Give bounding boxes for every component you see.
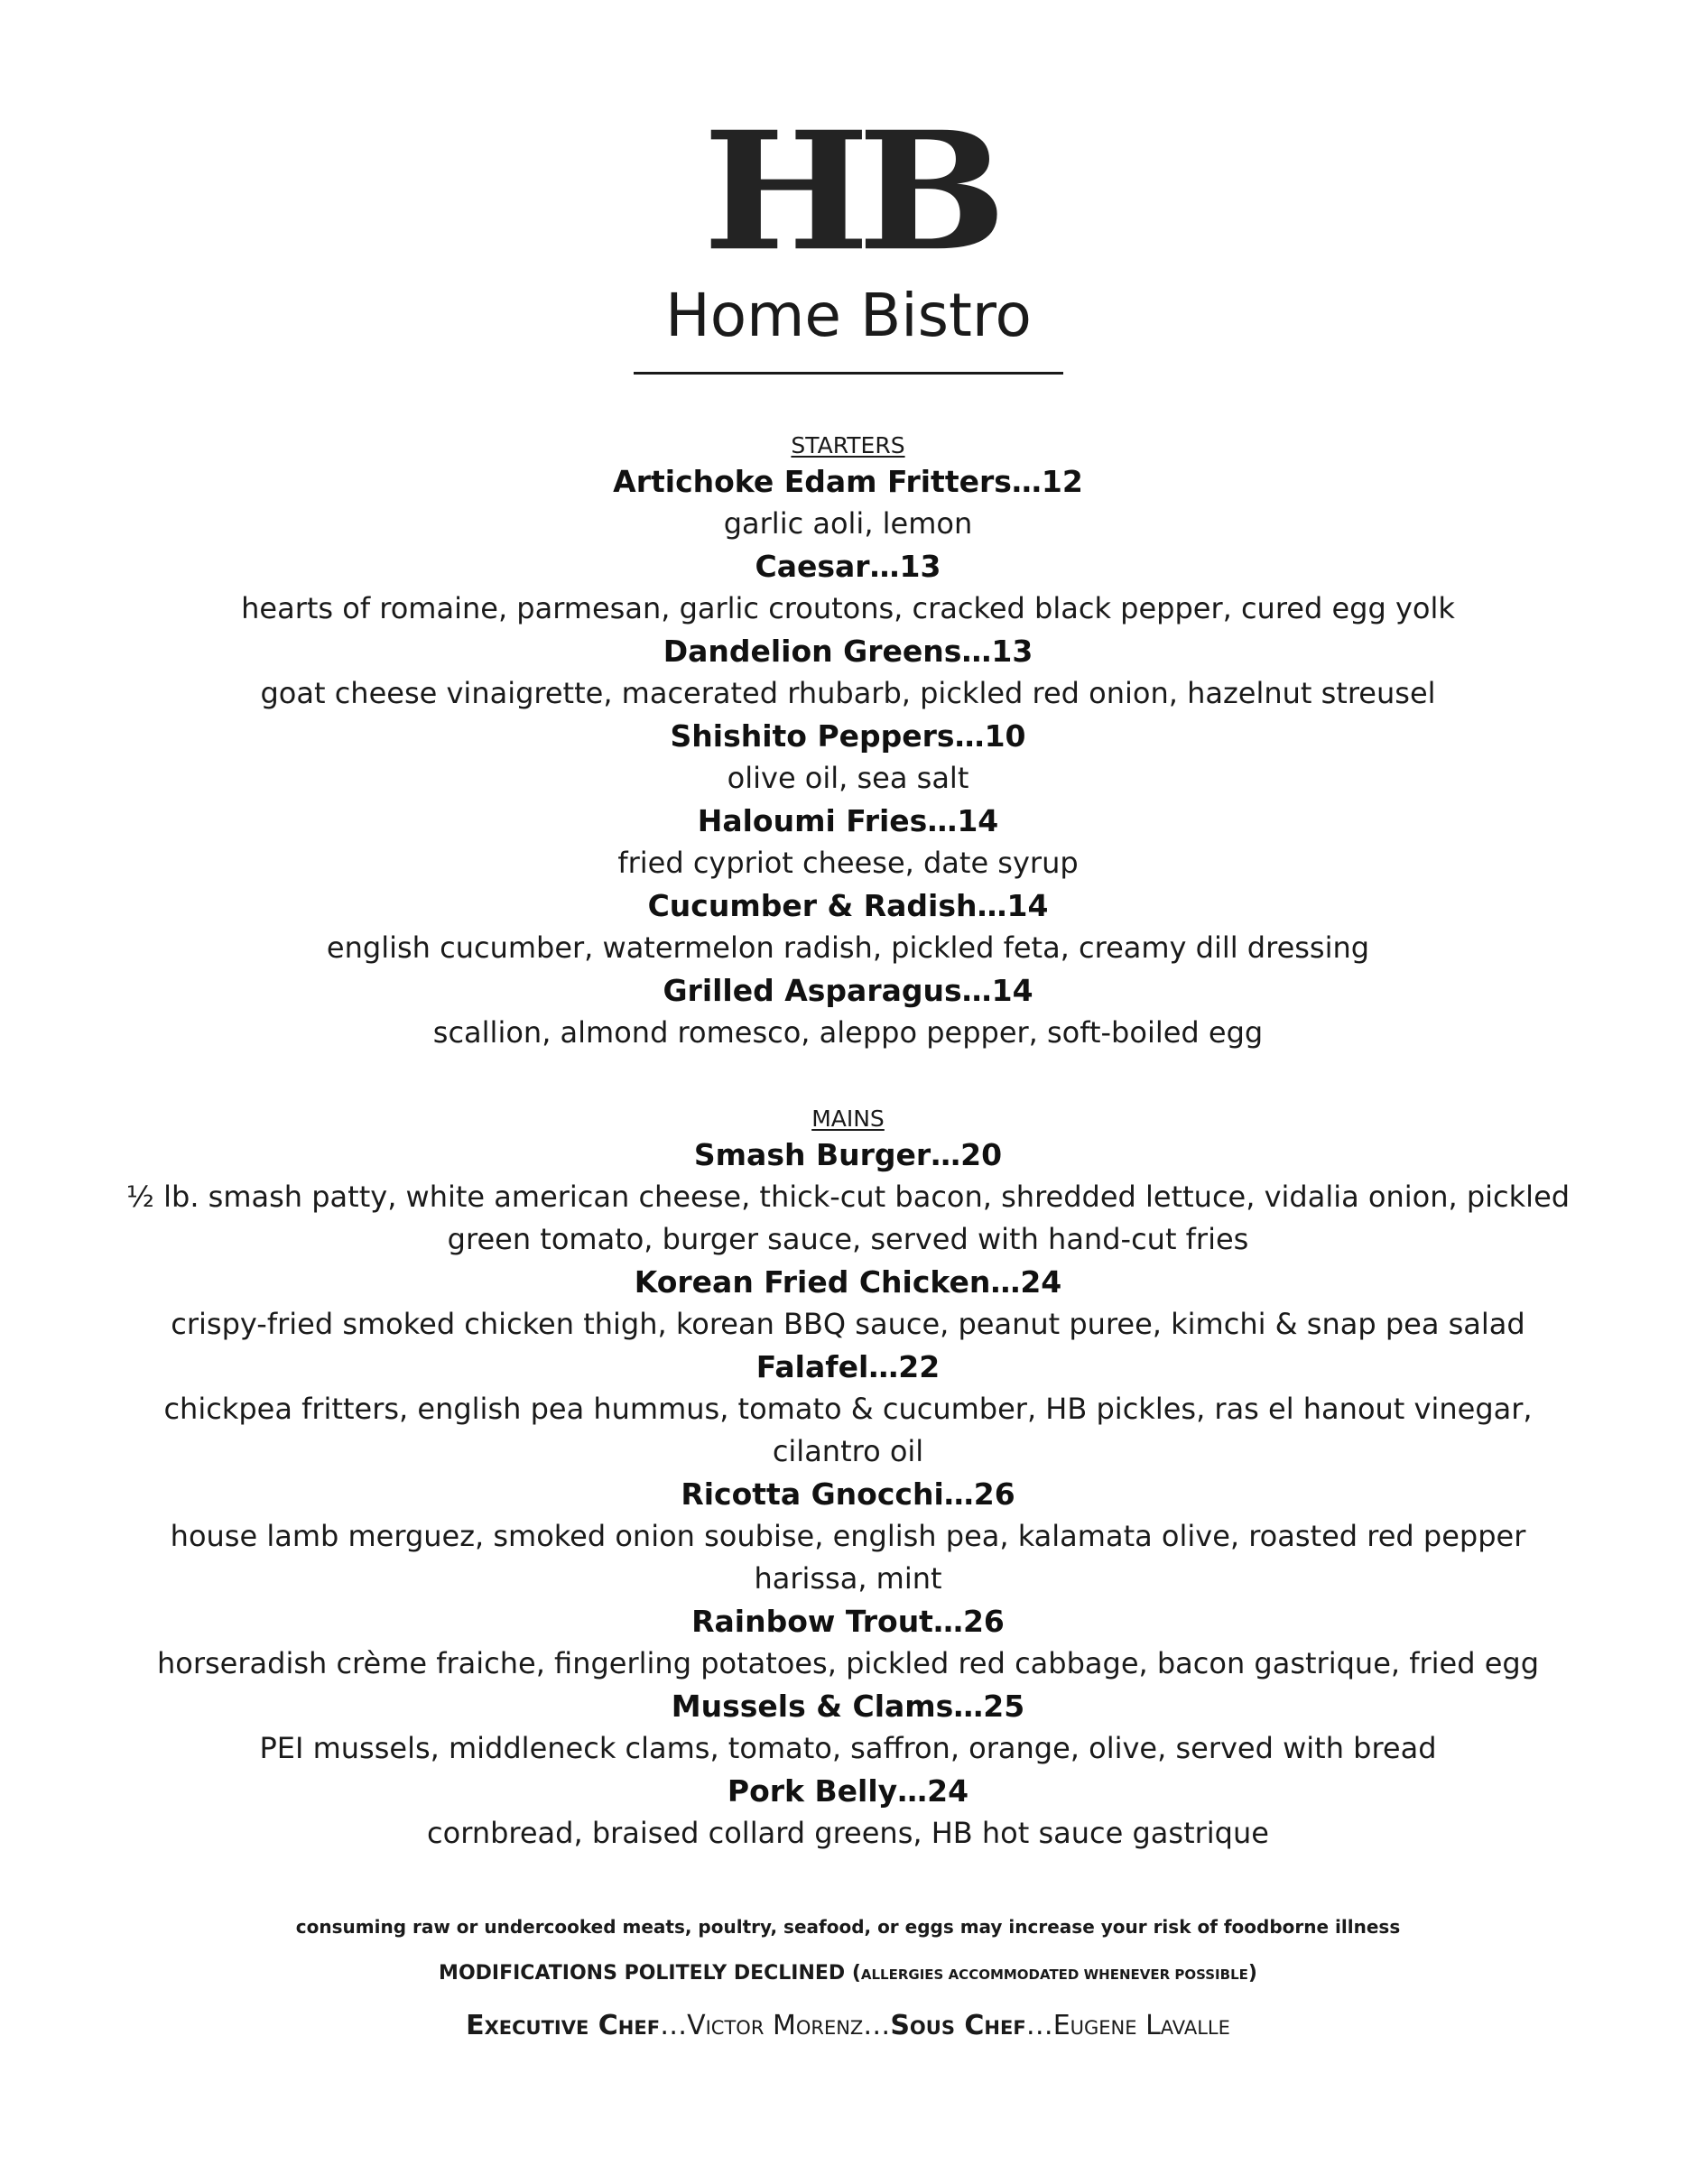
menu-item-name: Falafel…22 (755, 1349, 941, 1384)
menu-item-name: Smash Burger…20 (693, 1137, 1003, 1172)
menu-item-name: Artichoke Edam Fritters…12 (613, 464, 1083, 499)
logo (632, 96, 1065, 352)
logo-divider (634, 372, 1063, 375)
sous-chef-name: …Eugene Lavalle (1025, 2010, 1230, 2041)
section-gap (72, 1054, 1624, 1105)
menu-item-name: Caesar…13 (755, 549, 941, 584)
starters-section (72, 431, 1624, 1054)
menu-item-desc: ½ lb. smash patty, white american cheese, thick-cut bacon, shredded lettuce, vidalia onion, pickled (125, 1180, 1571, 1214)
section-title-mains: MAINS (811, 1106, 885, 1132)
chef-credits (72, 2008, 1624, 2044)
menu-footer (72, 1913, 1624, 2044)
executive-chef-name: …Victor Morenz… (660, 2010, 891, 2041)
menu-item-name: Cucumber & Radish…14 (647, 888, 1049, 923)
menu-item-desc: green tomato, burger sauce, served with hand-cut fries (447, 1222, 1249, 1256)
menu-item-desc: scallion, almond romesco, aleppo pepper, soft-boiled egg (432, 1015, 1264, 1050)
menu-item-desc: english cucumber, watermelon radish, pickled feta, creamy dill dressing (326, 930, 1370, 965)
section-title-starters: STARTERS (791, 432, 905, 458)
menu-item-desc: chickpea fritters, english pea hummus, tomato & cucumber, HB pickles, ras el hanout vinegar, (163, 1392, 1533, 1426)
menu-item-name: Mussels & Clams…25 (671, 1689, 1025, 1724)
menu-item-desc: PEI mussels, middleneck clams, tomato, saffron, orange, olive, served with bread (259, 1731, 1437, 1765)
menu-item-name: Shishito Peppers…10 (670, 718, 1026, 754)
menu-item-desc: horseradish crème fraiche, fingerling potatoes, pickled red cabbage, bacon gastrique, fried egg (156, 1646, 1540, 1680)
mains-section (72, 1105, 1624, 1855)
menu-item-desc: harissa, mint (754, 1561, 942, 1596)
food-safety-disclaimer: consuming raw or undercooked meats, poultry, seafood, or eggs may increase your risk of foodborne illness (295, 1916, 1401, 1938)
menu-item-desc: olive oil, sea salt (727, 761, 969, 795)
menu-item-name: Haloumi Fries…14 (697, 803, 999, 838)
modifications-notice (72, 1960, 1624, 1988)
close-paren: ) (1247, 1962, 1257, 1985)
menu-item-desc: garlic aoli, lemon (723, 506, 973, 541)
menu-item-desc: house lamb merguez, smoked onion soubise, english pea, kalamata olive, roasted red pepper (170, 1519, 1526, 1553)
allergies-text: ALLERGIES ACCOMMODATED WHENEVER POSSIBLE (860, 1967, 1248, 1983)
restaurant-name: Home Bistro (665, 281, 1032, 350)
menu-body (72, 431, 1624, 1855)
menu-item-desc: cilantro oil (772, 1434, 924, 1468)
logo-mark: HB (702, 96, 995, 288)
modifications-text: MODIFICATIONS POLITELY DECLINED ( (439, 1962, 861, 1985)
executive-chef-label: Executive Chef (466, 2010, 661, 2041)
menu-item-name: Pork Belly…24 (727, 1773, 969, 1809)
sous-chef-label: Sous Chef (890, 2010, 1026, 2041)
menu-item-name: Ricotta Gnocchi…26 (681, 1476, 1015, 1512)
menu-item-name: Rainbow Trout…26 (691, 1604, 1005, 1639)
menu-item-desc: cornbread, braised collard greens, HB hot sauce gastrique (427, 1816, 1269, 1850)
menu-item-desc: crispy-fried smoked chicken thigh, korean BBQ sauce, peanut puree, kimchi & snap pea salad (171, 1307, 1525, 1341)
menu-item-name: Grilled Asparagus…14 (663, 973, 1033, 1008)
menu-item-name: Korean Fried Chicken…24 (634, 1264, 1062, 1300)
menu-item-desc: goat cheese vinaigrette, macerated rhubarb, pickled red onion, hazelnut streusel (260, 676, 1436, 710)
menu-item-desc: fried cypriot cheese, date syrup (617, 846, 1079, 880)
menu-item-name: Dandelion Greens…13 (663, 634, 1033, 669)
menu-item-desc: hearts of romaine, parmesan, garlic croutons, cracked black pepper, cured egg yolk (241, 591, 1455, 625)
